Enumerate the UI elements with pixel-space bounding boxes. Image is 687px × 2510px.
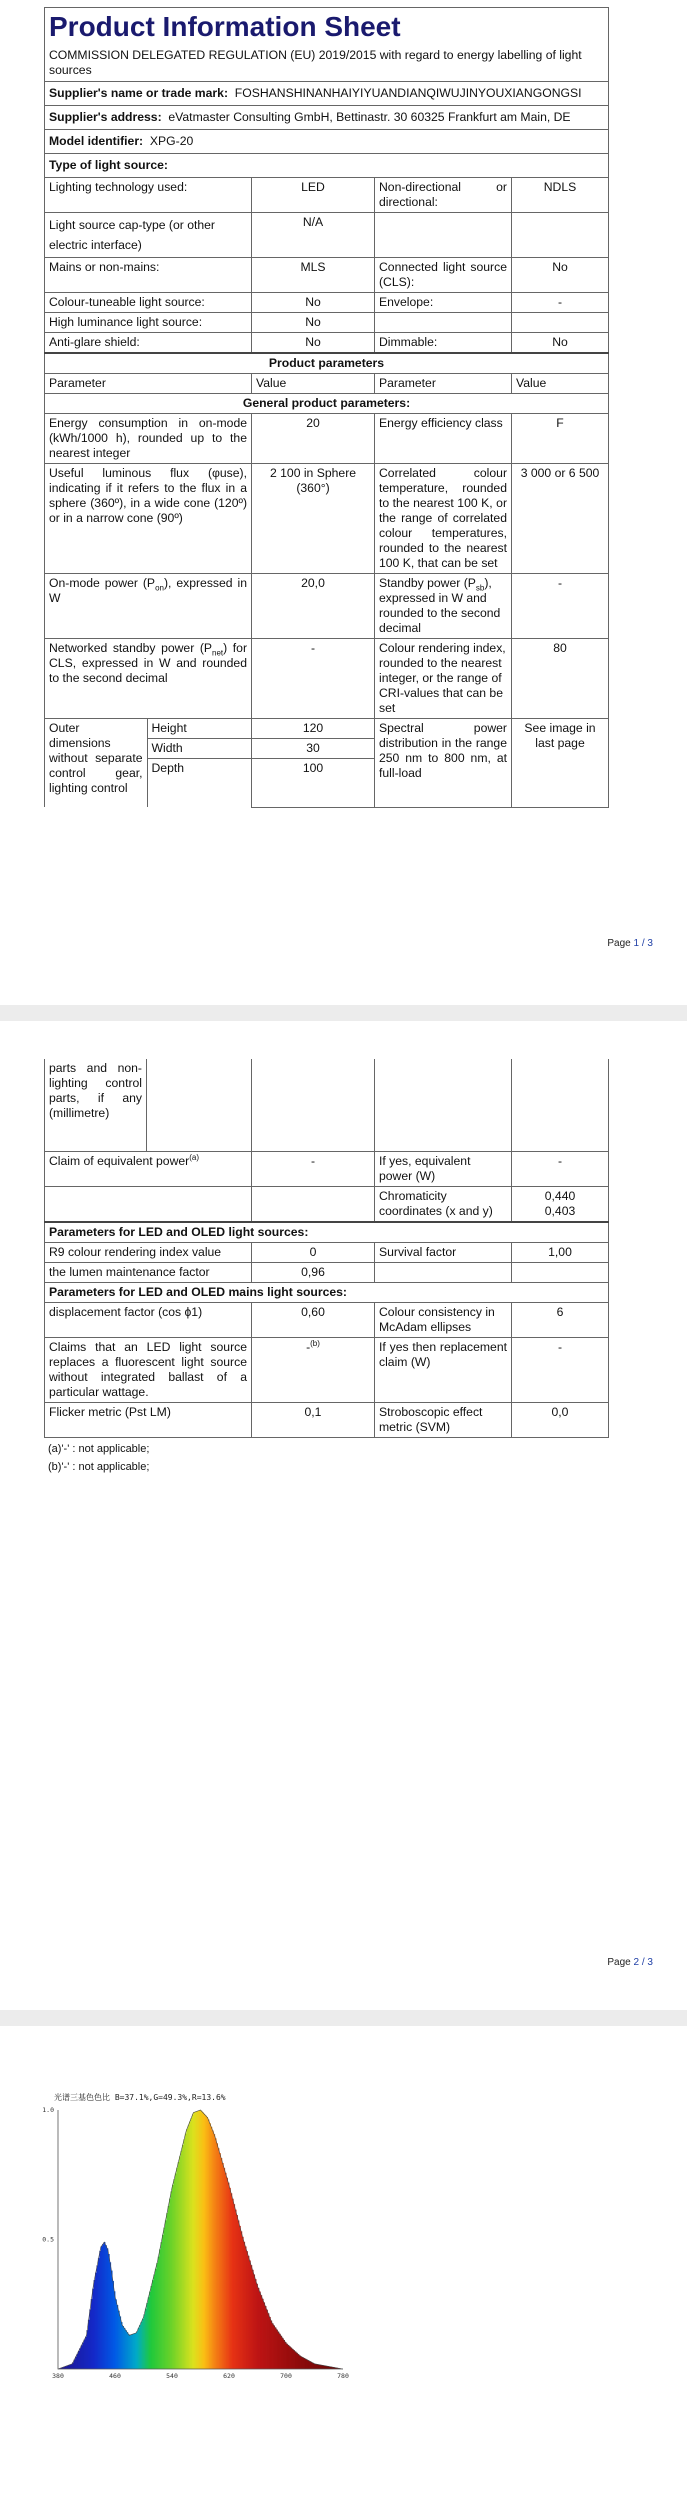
param-label: Networked standby power $(P_{net})$ for CLS, expressed in W and rounded to the second decimal	[45, 639, 252, 719]
type-value-cell: LED	[252, 178, 375, 213]
page-number: Page 1 / 3	[607, 938, 653, 949]
footnote-a: (a)'-' : not applicable;	[48, 1443, 150, 1455]
sheet-1	[44, 7, 608, 808]
param-label: If yes, equivalent power (W)	[375, 1152, 512, 1187]
column-header-row	[45, 374, 609, 394]
type-value-cell	[512, 213, 609, 258]
param-value: 20,0	[252, 574, 375, 639]
type-label-cell: Anti-glare shield:	[45, 333, 252, 354]
type-label-cell: Lighting technology used:	[45, 178, 252, 213]
spectrum-chart	[38, 2092, 358, 2382]
dimensions-subtable	[45, 719, 251, 807]
param-label: Stroboscopic effect metric (SVM)	[375, 1403, 512, 1438]
supplier-address: eVatmaster Consulting GmbH, Bettinastr. 30 60325 Frankfurt am Main, DE	[168, 110, 571, 124]
dimensions-label: Outer dimensions without separate control gear, lighting control	[45, 719, 147, 807]
param-value: 0,0	[512, 1403, 609, 1438]
param-label: On-mode power $(P_{on})$, expressed in W	[45, 574, 252, 639]
param-row-flicker	[45, 1403, 609, 1438]
param-label: the lumen maintenance factor	[45, 1263, 252, 1283]
led-mains-parameters-heading: Parameters for LED and OLED mains light sources:	[45, 1283, 609, 1303]
supplier-address-label: Supplier's address:	[49, 110, 162, 124]
led-parameters-heading: Parameters for LED and OLED light sources:	[45, 1222, 609, 1243]
x-tick-label: 460	[109, 2372, 121, 2380]
type-label: Type of light source:	[45, 154, 609, 178]
param-row-power	[45, 574, 609, 639]
general-parameters-heading: General product parameters:	[45, 394, 609, 414]
dimension-name: Width	[147, 739, 251, 759]
dimension-value: 30	[252, 739, 374, 759]
x-tick-label: 620	[223, 2372, 235, 2380]
empty-cell	[45, 1187, 252, 1223]
dimensions-label-cont: parts and non-lighting control parts, if any (millimetre)	[45, 1059, 147, 1152]
empty-cell	[252, 1187, 375, 1223]
type-value-cell: No	[252, 293, 375, 313]
chart-title: 光谱三基色色比 B=37.1%,G=49.3%,R=13.6%	[54, 2093, 226, 2102]
type-row	[45, 333, 609, 354]
param-label: If yes then replacement claim (W)	[375, 1338, 512, 1403]
param-value: 3 000 or 6 500	[512, 464, 609, 574]
page-gap	[0, 1005, 687, 1021]
type-value-cell: No	[512, 258, 609, 293]
type-label-cell: Connected light source (CLS):	[375, 258, 512, 293]
param-row-chromaticity	[45, 1187, 609, 1223]
y-tick-label: 1.0	[42, 2106, 54, 2114]
type-label-cell: Light source cap-type (or other electric interface)	[45, 213, 252, 258]
page-2	[0, 1021, 687, 2010]
param-row-equiv-power	[45, 1152, 609, 1187]
type-value-cell: NDLS	[512, 178, 609, 213]
type-label-cell: Dimmable:	[375, 333, 512, 354]
column-header: Parameter	[45, 374, 252, 394]
type-value-cell: N/A	[252, 213, 375, 258]
param-value: 1,00	[512, 1243, 609, 1263]
page-1	[0, 0, 687, 1005]
param-label: displacement factor (cos ϕ1)	[45, 1303, 252, 1338]
param-row-r9	[45, 1243, 609, 1263]
param-row-displacement	[45, 1303, 609, 1338]
type-row	[45, 213, 609, 258]
y-tick-label: 0.5	[42, 2235, 54, 2244]
type-value-cell	[512, 313, 609, 333]
type-label-cell	[375, 313, 512, 333]
param-label: Chromaticity coordinates (x and y)	[375, 1187, 512, 1223]
model-identifier: XPG-20	[149, 134, 194, 148]
type-row	[45, 313, 609, 333]
param-label: Standby power $(P_{sb})$, expressed in W and rounded to the second decimal	[375, 574, 512, 639]
type-label-cell: Mains or non-mains:	[45, 258, 252, 293]
type-row	[45, 293, 609, 313]
param-value: 80	[512, 639, 609, 719]
param-value: See image in last page	[512, 719, 609, 808]
param-value: -	[252, 1152, 375, 1187]
x-tick-label: 780	[337, 2372, 349, 2380]
model-label: Model identifier:	[49, 134, 144, 148]
param-value: 20	[252, 414, 375, 464]
param-row-energy	[45, 414, 609, 464]
page-number: Page 2 / 3	[607, 1957, 653, 1968]
column-header: Parameter	[375, 374, 512, 394]
param-row-lumen-maintenance	[45, 1263, 609, 1283]
type-value-cell: No	[512, 333, 609, 354]
param-label: R9 colour rendering index value	[45, 1243, 252, 1263]
type-row	[45, 258, 609, 293]
type-value-cell: No	[252, 313, 375, 333]
param-label: Colour rendering index, rounded to the nearest integer, or the range of CRI-values that can be set	[375, 639, 512, 719]
spectrum-area	[59, 2110, 342, 2369]
param-value: -	[512, 574, 609, 639]
empty-cell	[252, 1059, 375, 1152]
param-label: Claims that an LED light source replaces a fluorescent light source without integrated ballast of a particular wattage.	[45, 1338, 252, 1403]
empty-cell	[512, 1059, 609, 1152]
footnote-b: (b)'-' : not applicable;	[48, 1461, 150, 1473]
param-label: Energy efficiency class	[375, 414, 512, 464]
param-label: Correlated colour temperature, rounded to the nearest 100 K, or the range of correlated colour temperatures, rounded to the nearest 100 K, that can be set	[375, 464, 512, 574]
param-value: 6	[512, 1303, 609, 1338]
param-value: -	[252, 639, 375, 719]
param-row-dimensions-cont	[45, 1059, 609, 1152]
type-label-cell: Colour-tuneable light source:	[45, 293, 252, 313]
param-row-claims	[45, 1338, 609, 1403]
column-header: Value	[512, 374, 609, 394]
param-value: 0,440 0,403	[512, 1187, 609, 1223]
empty-cell	[375, 1263, 512, 1283]
type-row	[45, 178, 609, 213]
x-tick-label: 540	[166, 2372, 178, 2380]
x-tick-label: 700	[280, 2372, 292, 2380]
param-row-dimensions	[45, 719, 609, 808]
param-value: 2 100 in Sphere (360°)	[252, 464, 375, 574]
type-label-cell: High luminance light source:	[45, 313, 252, 333]
param-value: 0,60	[252, 1303, 375, 1338]
param-value: -	[512, 1338, 609, 1403]
param-label: Claim of equivalent power$^{(a)}$	[45, 1152, 252, 1187]
type-label-cell: Envelope:	[375, 293, 512, 313]
type-label-cell: Non-directional or directional:	[375, 178, 512, 213]
dimension-value: 120	[252, 719, 374, 739]
type-value-cell: MLS	[252, 258, 375, 293]
param-value: 0,1	[252, 1403, 375, 1438]
product-parameters-heading: Product parameters	[45, 353, 609, 374]
param-row-networked	[45, 639, 609, 719]
param-value: -	[512, 1152, 609, 1187]
param-label: Spectral power distribution in the range 250 nm to 800 nm, at full-load	[375, 719, 512, 808]
type-value-cell: -	[512, 293, 609, 313]
dimension-value: 100	[302, 761, 324, 775]
type-label-cell	[375, 213, 512, 258]
column-header: Value	[252, 374, 375, 394]
dimension-name: Depth	[151, 761, 185, 775]
sheet-2	[44, 1059, 608, 1475]
info-table-top	[44, 7, 609, 808]
param-label: Flicker metric (Pst LM)	[45, 1403, 252, 1438]
param-label: Colour consistency in McAdam ellipses	[375, 1303, 512, 1338]
page-gap	[0, 2010, 687, 2026]
spectrum-svg	[38, 2092, 358, 2382]
empty-cell	[147, 1059, 252, 1152]
dimension-values-cell	[252, 719, 375, 808]
param-label: Energy consumption in on-mode (kWh/1000 h), rounded up to the nearest integer	[45, 414, 252, 464]
param-value: -$^{(b)}$	[252, 1338, 375, 1403]
info-table-bottom	[44, 1059, 609, 1438]
param-value: F	[512, 414, 609, 464]
type-value-cell: No	[252, 333, 375, 354]
param-label: Useful luminous flux (φuse), indicating if it refers to the flux in a sphere (360º), in a wide cone (120º) or in a narrow cone (90º)	[45, 464, 252, 574]
param-value: 0,96	[252, 1263, 375, 1283]
dimensions-cell	[45, 719, 252, 808]
param-value: 0	[252, 1243, 375, 1263]
regulation-text: COMMISSION DELEGATED REGULATION (EU) 2019/2015 with regard to energy labelling of light sources	[49, 48, 582, 77]
page-title: Product Information Sheet	[49, 11, 401, 42]
dimension-name: Height	[147, 719, 251, 739]
empty-cell	[375, 1059, 512, 1152]
param-label: Survival factor	[375, 1243, 512, 1263]
empty-cell	[512, 1263, 609, 1283]
x-tick-label: 380	[52, 2372, 64, 2380]
param-row-flux	[45, 464, 609, 574]
supplier-name: FOSHANSHINANHAIYIYUANDIANQIWUJINYOUXIANGONGSI	[234, 86, 582, 100]
supplier-name-label: Supplier's name or trade mark:	[49, 86, 228, 100]
